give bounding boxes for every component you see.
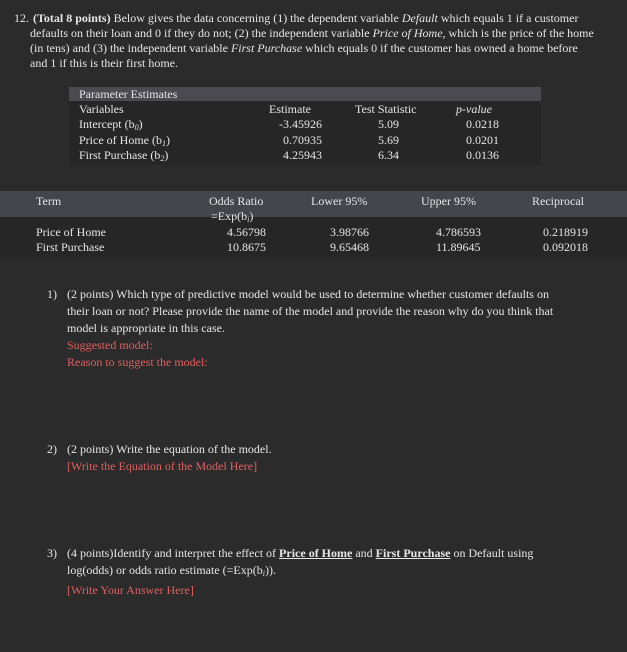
- question-3-number: 3): [47, 546, 57, 560]
- row-estimate: -3.45926: [279, 117, 322, 131]
- header-variables: Variables: [79, 102, 124, 116]
- header-upper-95: Upper 95%: [421, 194, 476, 208]
- row-upper: 4.786593: [436, 225, 481, 239]
- question-text: which equals 1 if a customer defaults on their loan and 0 if they do not; (2) the independent variable: [30, 11, 579, 40]
- row-test-statistic: 5.09: [378, 117, 399, 131]
- question-prompt: [14, 11, 594, 71]
- row-name: Intercept $(b_0)$: [79, 117, 143, 132]
- header-odds-ratio: Odds Ratio: [209, 194, 264, 208]
- row-p-value: 0.0201: [466, 133, 499, 147]
- row-name: Price of Home $(b_1)$: [79, 133, 170, 148]
- var-first: First Purchase: [230, 41, 303, 55]
- row-lower: 9.65468: [330, 240, 369, 254]
- header-odds-ratio-formula: $=Exp(b_i)$: [211, 209, 254, 224]
- question-1-text: model is appropriate in this case.: [67, 321, 225, 335]
- question-text: Below gives the data concerning (1) the dependent variable: [110, 11, 402, 25]
- equation-answer[interactable]: [Write the Equation of the Model Here]: [67, 459, 258, 473]
- question-1-text: (2 points) Which type of predictive model would be used to determine whether customer defaults on: [67, 287, 549, 301]
- question-1-text: their loan or not? Please provide the name of the model and provide the reason why do you think that: [67, 304, 554, 318]
- reason-answer[interactable]: Reason to suggest the model:: [67, 355, 208, 369]
- question-2: [47, 441, 607, 475]
- header-p-value: p-value: [456, 102, 492, 116]
- question-text: which is the price of the home (in tens) and (3) the independent variable: [30, 26, 594, 55]
- row-estimate: 4.25943: [283, 148, 322, 162]
- question-3: [47, 545, 607, 599]
- header-lower-95: Lower 95%: [311, 194, 368, 208]
- interpretation-answer[interactable]: [Write Your Answer Here]: [67, 583, 194, 597]
- parameter-estimates-table: [69, 87, 541, 165]
- question-number: 12.: [14, 11, 29, 25]
- odds-ratio-table: [0, 191, 627, 257]
- var-price: Price of Home,: [372, 26, 446, 40]
- row-name: First Purchase $(b_2)$: [79, 148, 169, 163]
- suggested-model-answer[interactable]: Suggested model:: [67, 338, 153, 352]
- header-estimate: Estimate: [269, 102, 311, 116]
- question-points: (Total 8 points): [33, 11, 111, 25]
- question-2-number: 2): [47, 442, 57, 456]
- row-p-value: 0.0136: [466, 148, 499, 162]
- question-2-text: (2 points) Write the equation of the model.: [67, 442, 272, 456]
- row-upper: 11.89645: [436, 240, 481, 254]
- var-default: Default: [401, 11, 438, 25]
- header-test-statistic: Test Statistic: [355, 102, 417, 116]
- row-test-statistic: 5.69: [378, 133, 399, 147]
- row-lower: 3.98766: [330, 225, 369, 239]
- header-reciprocal: Reciprocal: [532, 194, 584, 208]
- row-test-statistic: 6.34: [378, 148, 399, 162]
- row-reciprocal: 0.092018: [543, 240, 588, 254]
- row-term: Price of Home: [36, 225, 106, 239]
- question-text: which equals 0 if the customer has owned a home before and 1 if this is their first home.: [30, 41, 578, 70]
- row-odds-ratio: 10.8675: [227, 240, 266, 254]
- question-3-text: log(odds) or odds ratio estimate $(=Exp(b_i))$.: [67, 563, 276, 578]
- header-term: Term: [36, 194, 62, 208]
- row-p-value: 0.0218: [466, 117, 499, 131]
- row-odds-ratio: 4.56798: [227, 225, 266, 239]
- question-3-text: (4 points)Identify and interpret the effect of Price of Home and First Purchase on Default using: [67, 546, 534, 560]
- table-title-bar: [69, 87, 541, 101]
- row-reciprocal: 0.218919: [543, 225, 588, 239]
- question-1: [47, 286, 607, 371]
- question-1-number: 1): [47, 287, 57, 301]
- row-term: First Purchase: [36, 240, 105, 254]
- row-estimate: 0.70935: [283, 133, 322, 147]
- table-title: Parameter Estimates: [79, 87, 178, 101]
